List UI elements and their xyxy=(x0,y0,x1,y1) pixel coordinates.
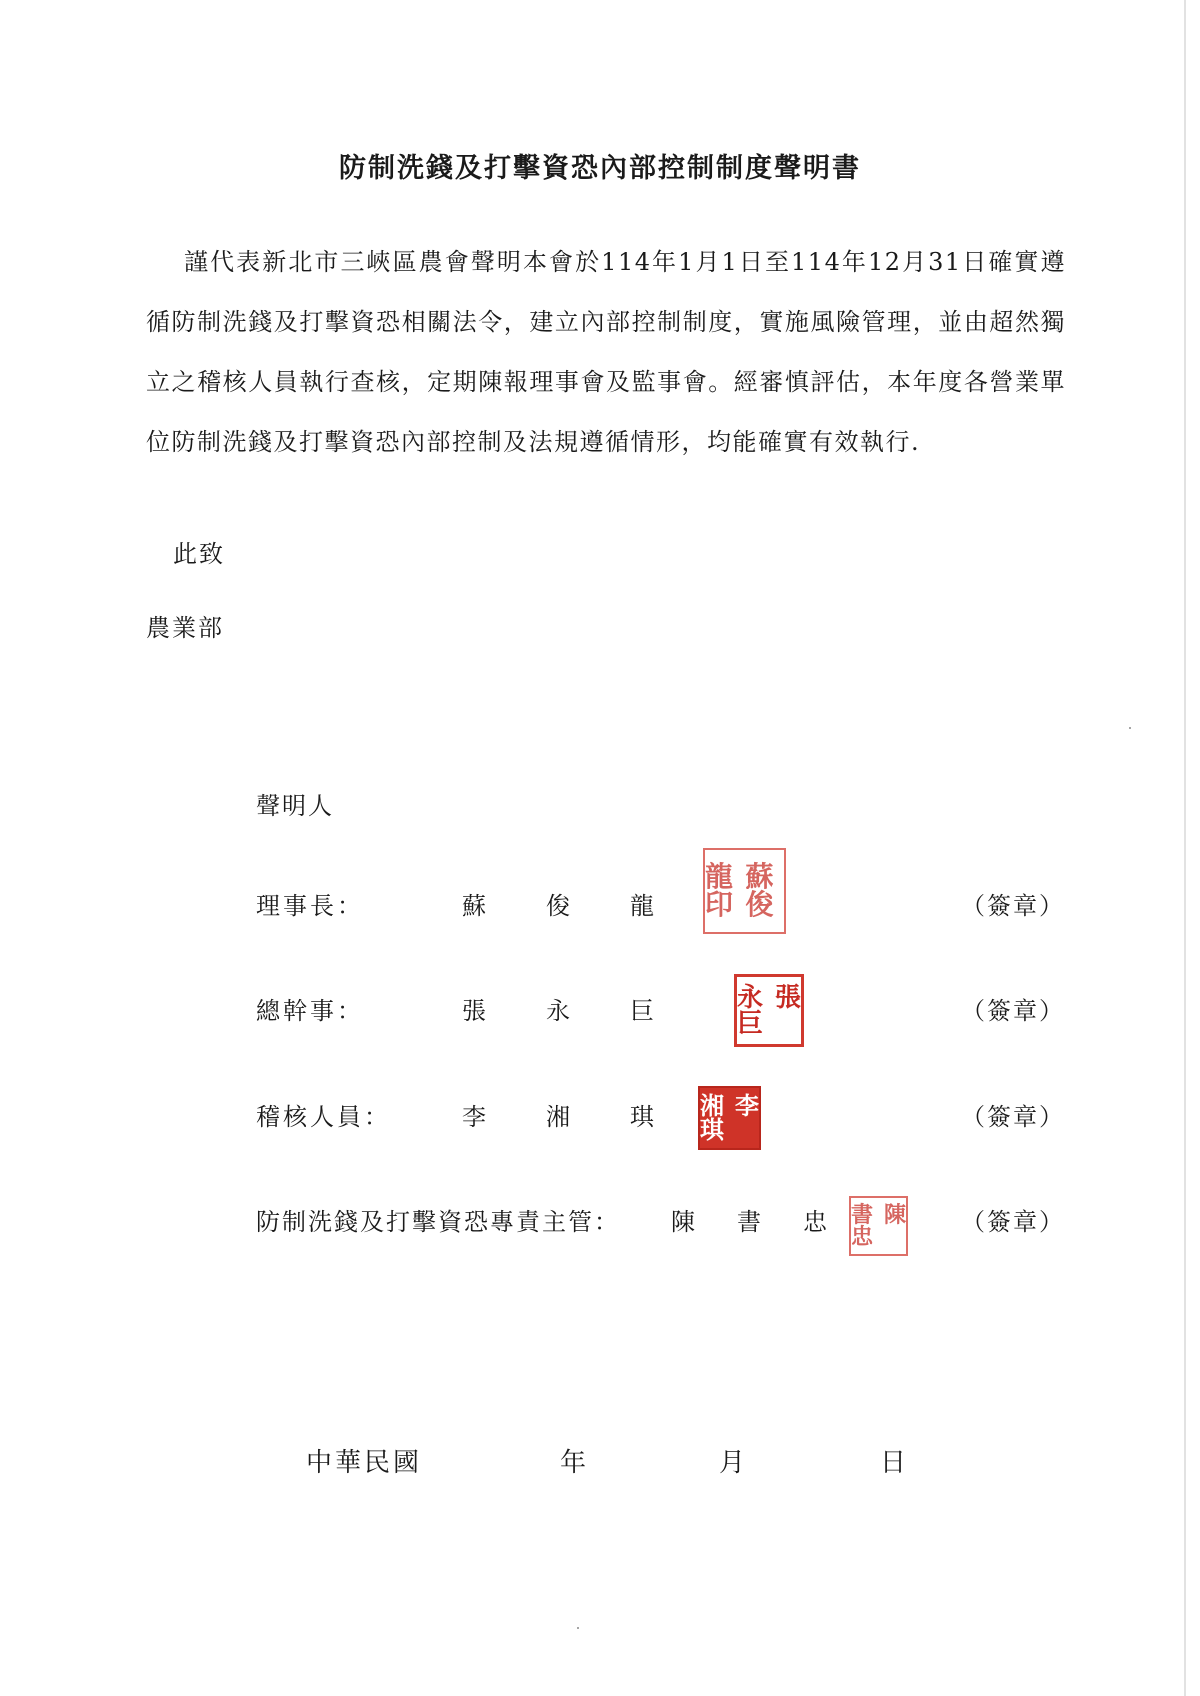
date-month: 月 xyxy=(719,1448,749,1478)
name-char: 湘 xyxy=(546,1103,570,1131)
declarant-label: 聲明人 xyxy=(256,792,334,820)
name-char: 陳 xyxy=(671,1208,695,1236)
signatory-role: 稽核人員： xyxy=(256,1103,391,1131)
seal-text: 陳 xyxy=(883,1202,906,1228)
name-char: 巨 xyxy=(630,997,654,1025)
name-char: 李 xyxy=(462,1103,486,1131)
declaration-body: 謹代表新北市三峽區農會聲明本會於114年1月1日至114年12月31日確實遵循防制洗錢及打擊資恐相關法令，建立內部控制制度，實施風險管理，並由超然獨立之稽核人員執行查核，定期陳報理事會及監事會。經審慎評估，本年度各營業單位防制洗錢及打擊資恐內部控制及法規遵循情形，均能確實有效執行. xyxy=(146,248,1066,456)
seal-text: 書忠 xyxy=(851,1202,874,1250)
name-char: 龍 xyxy=(630,892,654,920)
signatory-role: 理事長： xyxy=(256,892,364,920)
signatory-name xyxy=(462,886,714,921)
scan-speck xyxy=(577,1627,579,1629)
recipient: 農業部 xyxy=(146,614,224,642)
page-edge-line xyxy=(1184,0,1186,1696)
sign-mark: （簽章） xyxy=(961,892,1065,920)
signatory-row-aml-officer xyxy=(0,1202,1200,1242)
signatory-name xyxy=(671,1202,869,1237)
sign-mark: （簽章） xyxy=(961,1208,1065,1236)
name-char: 張 xyxy=(462,997,486,1025)
seal-stamp-aml-officer xyxy=(849,1196,908,1256)
date-era: 中華民國 xyxy=(306,1448,423,1478)
seal-text: 湘琪 xyxy=(700,1091,724,1144)
signatory-name xyxy=(462,991,714,1026)
signatory-role: 總幹事： xyxy=(256,997,364,1025)
signatory-row-general-manager xyxy=(0,991,1200,1031)
name-char: 琪 xyxy=(630,1103,654,1131)
name-char: 忠 xyxy=(803,1208,827,1236)
name-char: 蘇 xyxy=(462,892,486,920)
seal-stamp-auditor xyxy=(698,1086,761,1150)
signatory-role: 防制洗錢及打擊資恐專責主管： xyxy=(256,1208,620,1236)
name-char: 俊 xyxy=(546,892,570,920)
sign-mark: （簽章） xyxy=(961,997,1065,1025)
document-title: 防制洗錢及打擊資恐內部控制制度聲明書 xyxy=(339,153,861,184)
signatory-name xyxy=(462,1097,714,1132)
seal-text: 張 xyxy=(774,982,801,1013)
closing-phrase: 此致 xyxy=(173,540,225,568)
sign-mark: （簽章） xyxy=(961,1103,1065,1131)
seal-stamp-general-manager xyxy=(734,974,804,1047)
seal-text: 蘇俊 xyxy=(745,860,774,921)
name-char: 書 xyxy=(737,1208,761,1236)
scan-speck xyxy=(1129,727,1131,729)
name-char: 永 xyxy=(546,997,570,1025)
seal-stamp-chairman xyxy=(703,848,786,934)
signatory-row-auditor xyxy=(0,1097,1200,1137)
seal-text: 龍印 xyxy=(705,860,734,921)
signatory-row-chairman xyxy=(0,886,1200,926)
date-day: 日 xyxy=(880,1448,910,1478)
date-year: 年 xyxy=(560,1448,590,1478)
seal-text: 永巨 xyxy=(737,982,764,1039)
seal-text: 李 xyxy=(735,1091,759,1120)
